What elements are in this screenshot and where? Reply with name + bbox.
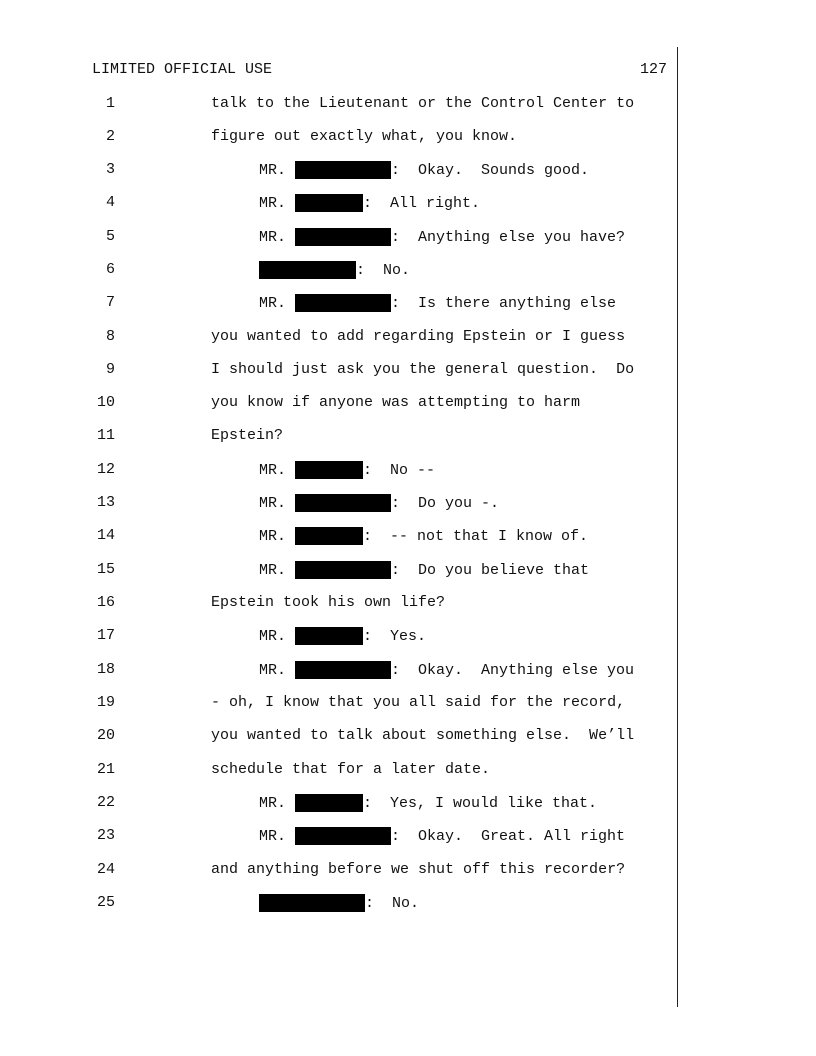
line-number: 6: [105, 261, 115, 278]
redaction-box: [295, 228, 391, 246]
redaction-box: [295, 494, 391, 512]
transcript-line: [0, 627, 816, 649]
line-number: 16: [96, 594, 115, 611]
line-text: : Okay. Sounds good.: [391, 161, 590, 179]
redaction-box: [295, 794, 363, 812]
transcript-line: [0, 95, 816, 117]
line-number: 13: [96, 494, 115, 511]
line-text: Epstein?: [211, 427, 284, 444]
transcript-line: [0, 361, 816, 383]
line-number: 25: [96, 894, 115, 911]
transcript-line: [0, 594, 816, 616]
speaker-title: MR.: [259, 194, 296, 212]
line-text: : No.: [365, 894, 420, 912]
speaker-title: MR.: [259, 794, 296, 812]
speaker-title: MR.: [259, 527, 296, 545]
line-number: 4: [105, 194, 115, 211]
redaction-box: [295, 294, 391, 312]
line-text: you wanted to add regarding Epstein or I guess: [211, 328, 626, 345]
redaction-box: [295, 527, 363, 545]
speaker-title: MR.: [259, 661, 296, 679]
classification-header: LIMITED OFFICIAL USE: [92, 61, 273, 78]
line-number: 18: [96, 661, 115, 678]
line-number: 20: [96, 727, 115, 744]
transcript-line: [0, 128, 816, 150]
line-text: : No --: [363, 461, 436, 479]
transcript-line: [0, 894, 816, 916]
line-text: and anything before we shut off this recorder?: [211, 861, 626, 878]
transcript-line: [0, 461, 816, 483]
line-text: schedule that for a later date.: [211, 761, 491, 778]
speaker-title: MR.: [259, 461, 296, 479]
transcript-line: [0, 661, 816, 683]
line-text: : Anything else you have?: [391, 228, 626, 246]
transcript-line: [0, 494, 816, 516]
redaction-box: [295, 194, 363, 212]
line-number: 23: [96, 827, 115, 844]
transcript-line: [0, 794, 816, 816]
transcript-line: [0, 294, 816, 316]
line-number: 10: [96, 394, 115, 411]
transcript-line: [0, 727, 816, 749]
line-number: 15: [96, 561, 115, 578]
line-text: figure out exactly what, you know.: [211, 128, 518, 145]
line-number: 17: [96, 627, 115, 644]
line-number: 3: [105, 161, 115, 178]
line-number: 19: [96, 694, 115, 711]
speaker-line: [259, 894, 419, 912]
speaker-title: MR.: [259, 494, 296, 512]
transcript-line: [0, 228, 816, 250]
line-number: 9: [105, 361, 115, 378]
speaker-title: MR.: [259, 294, 296, 312]
page-number: 127: [639, 61, 667, 78]
speaker-title: MR.: [259, 561, 296, 579]
line-number: 7: [105, 294, 115, 311]
line-number: 1: [105, 95, 115, 112]
line-text: you wanted to talk about something else. We’ll: [211, 727, 635, 744]
speaker-line: [259, 294, 616, 312]
speaker-line: [259, 194, 480, 212]
transcript-line: [0, 527, 816, 549]
line-text: : -- not that I know of.: [363, 527, 589, 545]
line-text: talk to the Lieutenant or the Control Center to: [211, 95, 635, 112]
line-text: I should just ask you the general question. Do: [211, 361, 635, 378]
line-text: : Yes, I would like that.: [363, 794, 598, 812]
line-text: : Do you -.: [391, 494, 500, 512]
line-text: Epstein took his own life?: [211, 594, 446, 611]
speaker-line: [259, 627, 426, 645]
transcript-line: [0, 394, 816, 416]
speaker-line: [259, 794, 597, 812]
speaker-title: MR.: [259, 827, 296, 845]
line-text: - oh, I know that you all said for the record,: [211, 694, 626, 711]
line-text: : Okay. Anything else you: [391, 661, 635, 679]
transcript-line: [0, 427, 816, 449]
speaker-line: [259, 494, 499, 512]
speaker-line: [259, 461, 435, 479]
transcript-line: [0, 261, 816, 283]
redaction-box: [295, 461, 363, 479]
speaker-line: [259, 261, 410, 279]
line-number: 8: [105, 328, 115, 345]
speaker-line: [259, 661, 634, 679]
line-text: : No.: [356, 261, 411, 279]
line-number: 22: [96, 794, 115, 811]
line-number: 2: [105, 128, 115, 145]
transcript-line: [0, 761, 816, 783]
speaker-line: [259, 228, 625, 246]
redaction-box: [295, 827, 391, 845]
transcript-line: [0, 328, 816, 350]
speaker-line: [259, 827, 625, 845]
speaker-title: MR.: [259, 228, 296, 246]
transcript-line: [0, 161, 816, 183]
redaction-box: [259, 894, 365, 912]
speaker-line: [259, 161, 589, 179]
line-text: : Okay. Great. All right: [391, 827, 626, 845]
line-text: : Is there anything else: [391, 294, 617, 312]
transcript-line: [0, 861, 816, 883]
transcript-line: [0, 694, 816, 716]
line-number: 21: [96, 761, 115, 778]
redaction-box: [259, 261, 356, 279]
speaker-title: MR.: [259, 161, 296, 179]
line-number: 12: [96, 461, 115, 478]
redaction-box: [295, 161, 391, 179]
line-text: you know if anyone was attempting to harm: [211, 394, 581, 411]
line-text: : Do you believe that: [391, 561, 590, 579]
line-text: : Yes.: [363, 627, 427, 645]
speaker-line: [259, 561, 589, 579]
transcript-line: [0, 827, 816, 849]
redaction-box: [295, 661, 391, 679]
speaker-line: [259, 527, 588, 545]
speaker-title: MR.: [259, 627, 296, 645]
line-number: 11: [96, 427, 115, 444]
line-number: 5: [105, 228, 115, 245]
transcript-line: [0, 561, 816, 583]
redaction-box: [295, 627, 363, 645]
line-number: 14: [96, 527, 115, 544]
line-text: : All right.: [363, 194, 481, 212]
redaction-box: [295, 561, 391, 579]
transcript-line: [0, 194, 816, 216]
line-number: 24: [96, 861, 115, 878]
